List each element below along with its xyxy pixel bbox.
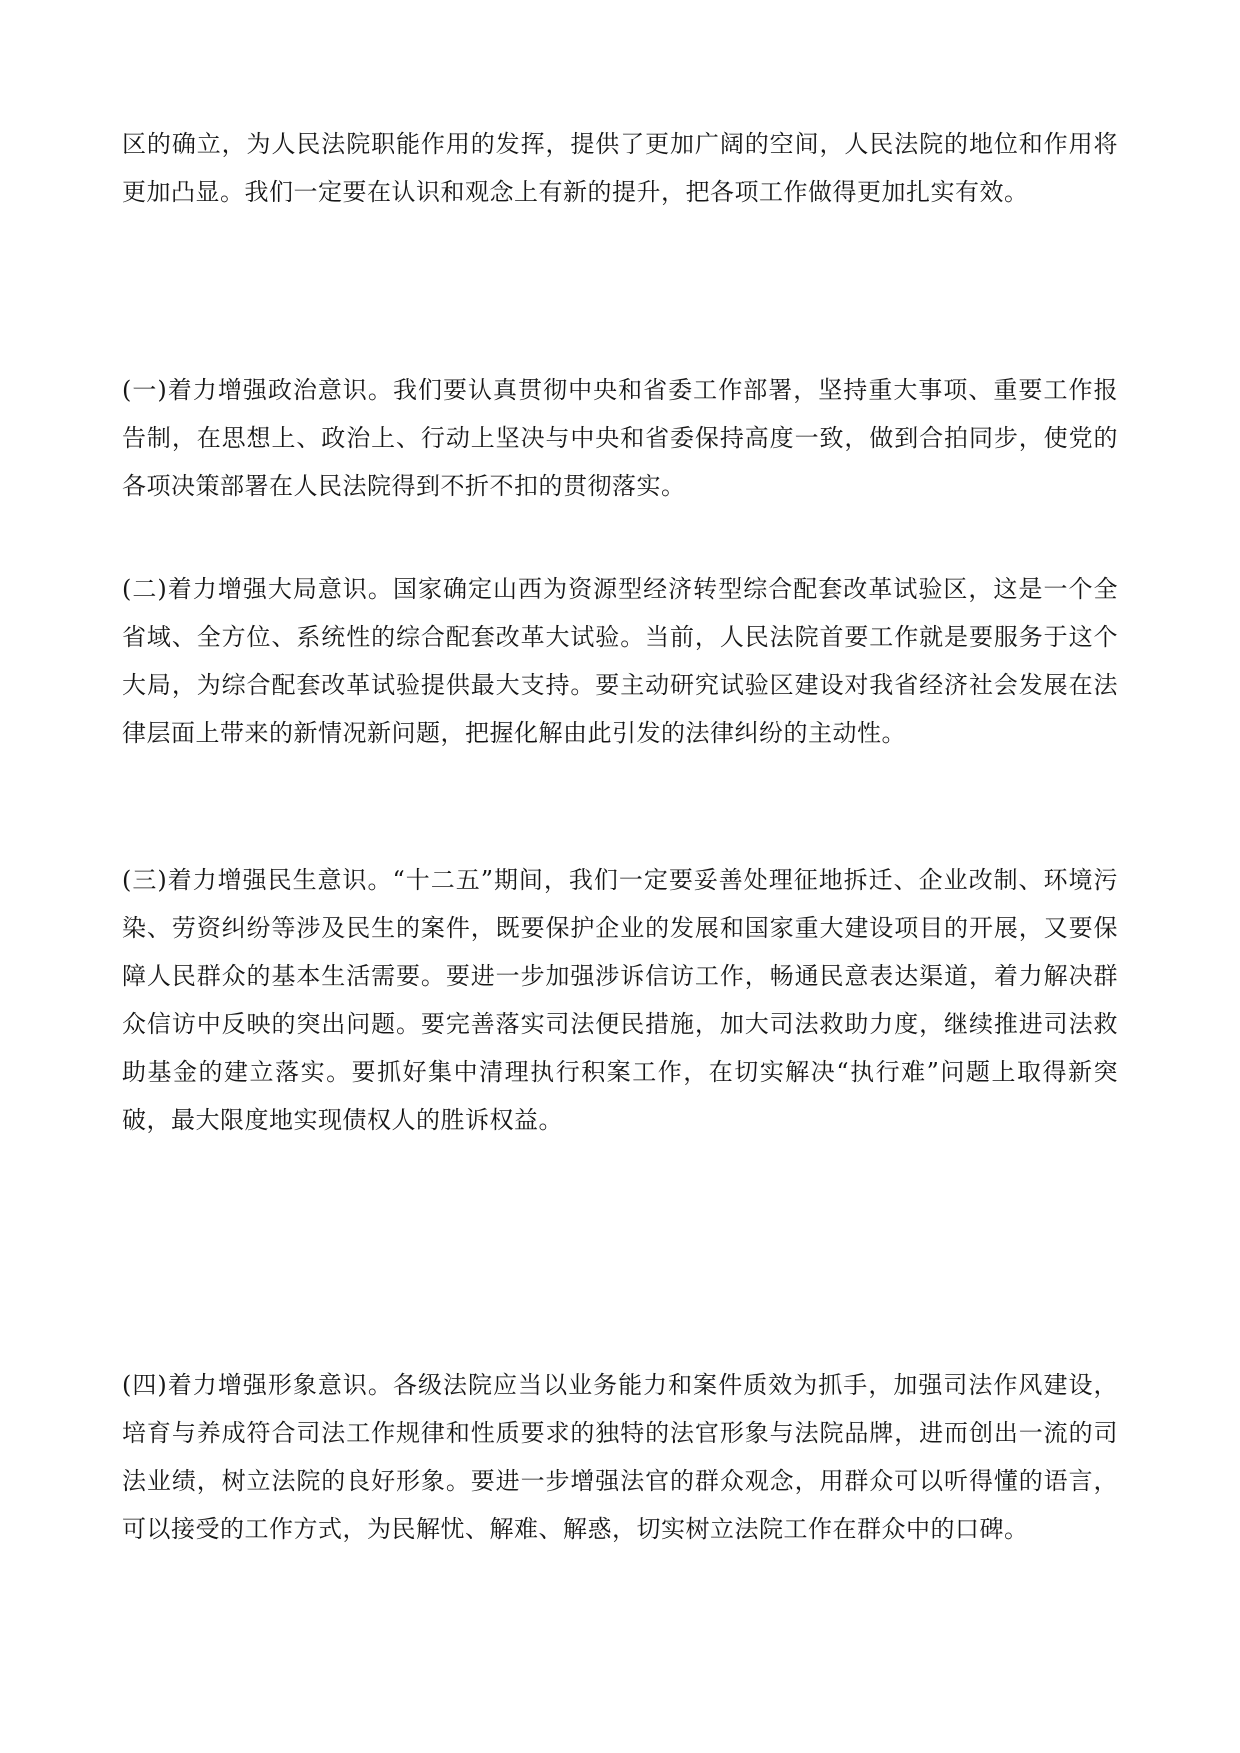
paragraph-livelihood-awareness: (三)着力增强民生意识。“十二五”期间，我们一定要妥善处理征地拆迁、企业改制、环境污染、劳资纠纷等涉及民生的案件，既要保护企业的发展和国家重大建设项目的开展，又要保障人民群众的基本生活需要。要进一步加强涉诉信访工作，畅通民意表达渠道，着力解决群众信访中反映的突出问题。要完善落实司法便民措施，加大司法救助力度，继续推进司法救助基金的建立落实。要抓好集中清理执行积案工作，在切实解决“执行难”问题上取得新突破，最大限度地实现债权人的胜诉权益。 (122, 866, 1118, 1134)
paragraph-intro-continuation: 区的确立，为人民法院职能作用的发挥，提供了更加广阔的空间，人民法院的地位和作用将更加凸显。我们一定要在认识和观念上有新的提升，把各项工作做得更加扎实有效。 (122, 130, 1118, 206)
paragraph-overall-situation-awareness: (二)着力增强大局意识。国家确定山西为资源型经济转型综合配套改革试验区，这是一个全省域、全方位、系统性的综合配套改革大试验。当前，人民法院首要工作就是要服务于这个大局，为综合配套改革试验提供最大支持。要主动研究试验区建设对我省经济社会发展在法律层面上带来的新情况新问题，把握化解由此引发的法律纠纷的主动性。 (122, 575, 1118, 747)
paragraph-political-awareness: (一)着力增强政治意识。我们要认真贯彻中央和省委工作部署，坚持重大事项、重要工作报告制，在思想上、政治上、行动上坚决与中央和省委保持高度一致，做到合拍同步，使党的各项决策部署在人民法院得到不折不扣的贯彻落实。 (122, 376, 1118, 500)
paragraph-image-awareness: (四)着力增强形象意识。各级法院应当以业务能力和案件质效为抓手，加强司法作风建设，培育与养成符合司法工作规律和性质要求的独特的法官形象与法院品牌，进而创出一流的司法业绩，树立法院的良好形象。要进一步增强法官的群众观念，用群众可以听得懂的语言，可以接受的工作方式，为民解忧、解难、解惑，切实树立法院工作在群众中的口碑。 (122, 1371, 1118, 1543)
